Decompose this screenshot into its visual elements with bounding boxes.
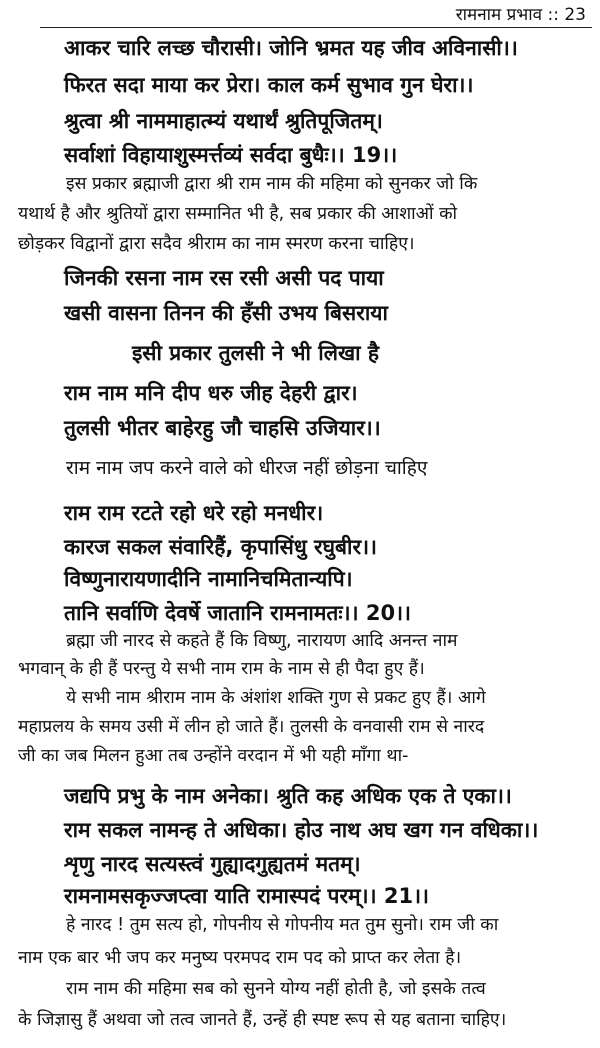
verse-line: खसी वासना तिनन की हँसी उभय बिसराया [64, 301, 388, 325]
verse-line: शृणु नारद सत्यस्त्वं गुह्यादगुह्यतमं मतम्। [64, 852, 361, 876]
verse-line: रामनामसकृज्जप्त्वा याति रामास्पदं परम्।। 21।। [64, 884, 429, 908]
running-header: रामनाम प्रभाव :: 23 [455, 5, 586, 25]
note-line: राम नाम जप करने वाले को धीरज नहीं छोड़ना चाहिए [66, 457, 428, 479]
verse-line: फिरत सदा माया कर प्रेरा। काल कर्म सुभाव गुन घेरा।। [64, 73, 474, 97]
page-header [0, 0, 600, 28]
verse-line: आकर चारि लच्छ चौरासी। जोनि भ्रमत यह जीव अविनासी।। [64, 36, 518, 60]
prose-line: ब्रह्मा जी नारद से कहते हैं कि विष्णु, नारायण आदि अनन्त नाम [66, 631, 458, 651]
verse-line: कारज सकल संवारिहैं, कृपासिंधु रघुबीर।। [64, 535, 377, 559]
prose-line: यथार्थ है और श्रुतियों द्वारा सम्मानित भी है, सब प्रकार की आशाओं को [18, 204, 458, 224]
prose-line: हे नारद ! तुम सत्य हो, गोपनीय से गोपनीय मत तुम सुनो। राम जी का [66, 915, 499, 935]
prose-line: भगवान् के ही हैं परन्तु ये सभी नाम राम के नाम से ही पैदा हुए हैं। [18, 659, 425, 679]
prose-line: नाम एक बार भी जप कर मनुष्य परमपद राम पद को प्राप्त कर लेता है। [18, 948, 462, 968]
prose-line: जी का जब मिलन हुआ तब उन्होंने वरदान में भी यही माँगा था- [18, 746, 409, 766]
prose-line: ये सभी नाम श्रीराम नाम के अंशांश शक्ति गुण से प्रकट हुए हैं। आगे [66, 688, 486, 708]
prose-line: राम नाम की महिमा सब को सुनने योग्य नहीं होती है, जो इसके तत्व [66, 979, 486, 999]
verse-line: सर्वाशां विहायाशुस्मर्त्तव्यं सर्वदा बुधैः।। 19।। [64, 143, 398, 167]
verse-line: विष्णुनारायणादीनि नामानिचमितान्यपि। [64, 567, 353, 591]
verse-line: जद्यपि प्रभु के नाम अनेका। श्रुति कह अधिक एक ते एका।। [64, 784, 512, 808]
prose-line: छोड़कर विद्वानों द्वारा सदैव श्रीराम का नाम स्मरण करना चाहिए। [18, 234, 415, 254]
verse-line: राम नाम मनि दीप धरु जीह देहरी द्वार। [64, 381, 358, 405]
verse-line: श्रुत्वा श्री नाममाहात्म्यं यथार्थं श्रुतिपूजितम्। [64, 109, 383, 133]
header-rule [40, 27, 592, 28]
verse-line: जिनकी रसना नाम रस रसी असी पद पाया [64, 266, 384, 290]
verse-line: तानि सर्वाणि देवर्षे जातानि रामनामतः।। 20।। [64, 601, 411, 625]
verse-line: राम राम रटते रहो धरे रहो मनधीर। [64, 501, 324, 525]
verse-line: राम सकल नामन्ह ते अधिका। होउ नाथ अघ खग गन वधिका।। [64, 818, 539, 842]
section-heading: इसी प्रकार तुलसी ने भी लिखा है [132, 341, 380, 365]
prose-line: महाप्रलय के समय उसी में लीन हो जाते हैं। तुलसी के वनवासी राम से नारद [18, 717, 485, 737]
verse-line: तुलसी भीतर बाहेरहु जौ चाहसि उजियार।। [64, 416, 381, 440]
prose-line: के जिज्ञासु हैं अथवा जो तत्व जानते हैं, उन्हें ही स्पष्ट रूप से यह बताना चाहिए। [18, 1010, 507, 1030]
prose-line: इस प्रकार ब्रह्माजी द्वारा श्री राम नाम की महिमा को सुनकर जो कि [66, 174, 478, 194]
